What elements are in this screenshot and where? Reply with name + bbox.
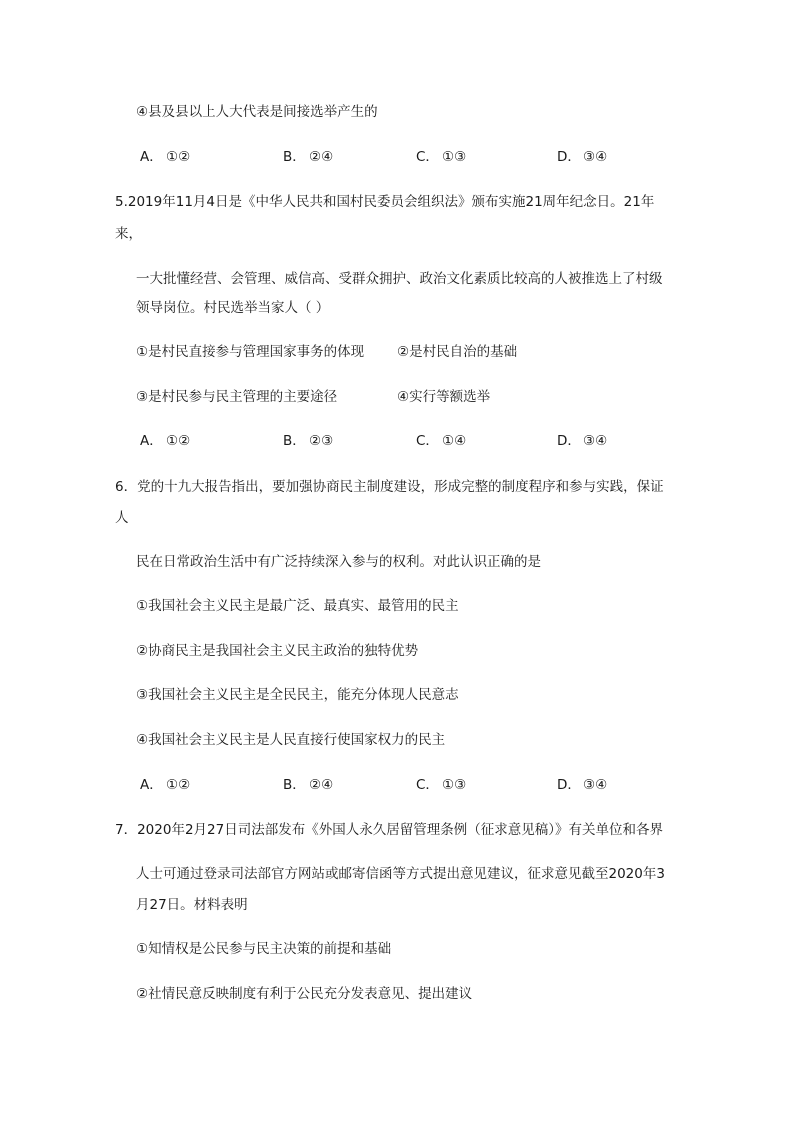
q6-stem-line-1: 6．党的十九大报告指出，要加强协商民主制度建设，形成完整的制度程序和参与实践，保证 — [115, 479, 664, 495]
q6-option-d: D． ③④ — [557, 777, 608, 793]
q6-option-c: C． ①③ — [416, 777, 467, 793]
q4-item-4: ④县及县以上人大代表是间接选举产生的 — [136, 104, 378, 120]
q6-item-1: ①我国社会主义民主是最广泛、最真实、最管用的民主 — [136, 598, 459, 614]
q7-stem-line-2: 人士可通过登录司法部官方网站或邮寄信函等方式提出意见建议，征求意见截至2020年3 — [136, 866, 665, 882]
q5-item-4: ④实行等额选举 — [397, 389, 491, 405]
q4-option-a: A． ①② — [140, 149, 191, 165]
q6-item-4: ④我国社会主义民主是人民直接行使国家权力的民主 — [136, 732, 446, 748]
q5-options — [140, 432, 660, 450]
q6-options — [140, 776, 660, 794]
q6-option-a: A． ①② — [140, 777, 191, 793]
q5-option-b: B． ②③ — [283, 433, 334, 449]
q5-stem-line-4: 领导岗位。村民选举当家人（ ） — [136, 300, 330, 316]
q4-option-d: D． ③④ — [557, 149, 608, 165]
q5-item-1: ①是村民直接参与管理国家事务的体现 — [136, 344, 365, 360]
q7-stem-line-3: 月27日。材料表明 — [136, 897, 248, 913]
q6-stem-line-2: 人 — [115, 510, 129, 526]
q6-item-3: ③我国社会主义民主是全民民主，能充分体现人民意志 — [136, 687, 459, 703]
q7-stem-line-1: 7．2020年2月27日司法部发布《外国人永久居留管理条例（征求意见稿）》有关单位和各界 — [115, 822, 663, 838]
q5-option-d: D． ③④ — [557, 433, 608, 449]
q5-option-a: A． ①② — [140, 433, 191, 449]
q5-item-3: ③是村民参与民主管理的主要途径 — [136, 389, 338, 405]
q5-stem-line-2: 来， — [115, 226, 142, 242]
q4-options — [140, 148, 660, 166]
q6-stem-line-3: 民在日常政治生活中有广泛持续深入参与的权利。对此认识正确的是 — [136, 554, 541, 570]
q7-item-1: ①知情权是公民参与民主决策的前提和基础 — [136, 941, 392, 957]
q4-option-c: C． ①③ — [416, 149, 467, 165]
q5-option-c: C． ①④ — [416, 433, 467, 449]
q5-stem-line-3: 一大批懂经营、会管理、威信高、受群众拥护、政治文化素质比较高的人被推选上了村级 — [136, 271, 663, 287]
q5-item-2: ②是村民自治的基础 — [397, 344, 518, 360]
q6-item-2: ②协商民主是我国社会主义民主政治的独特优势 — [136, 643, 419, 659]
q5-stem-line-1: 5.2019年11月4日是《中华人民共和国村民委员会组织法》颁布实施21周年纪念日。21年 — [115, 194, 655, 210]
q6-option-b: B． ②④ — [283, 777, 334, 793]
q7-item-2: ②社情民意反映制度有利于公民充分发表意见、提出建议 — [136, 986, 473, 1002]
q4-option-b: B． ②④ — [283, 149, 334, 165]
